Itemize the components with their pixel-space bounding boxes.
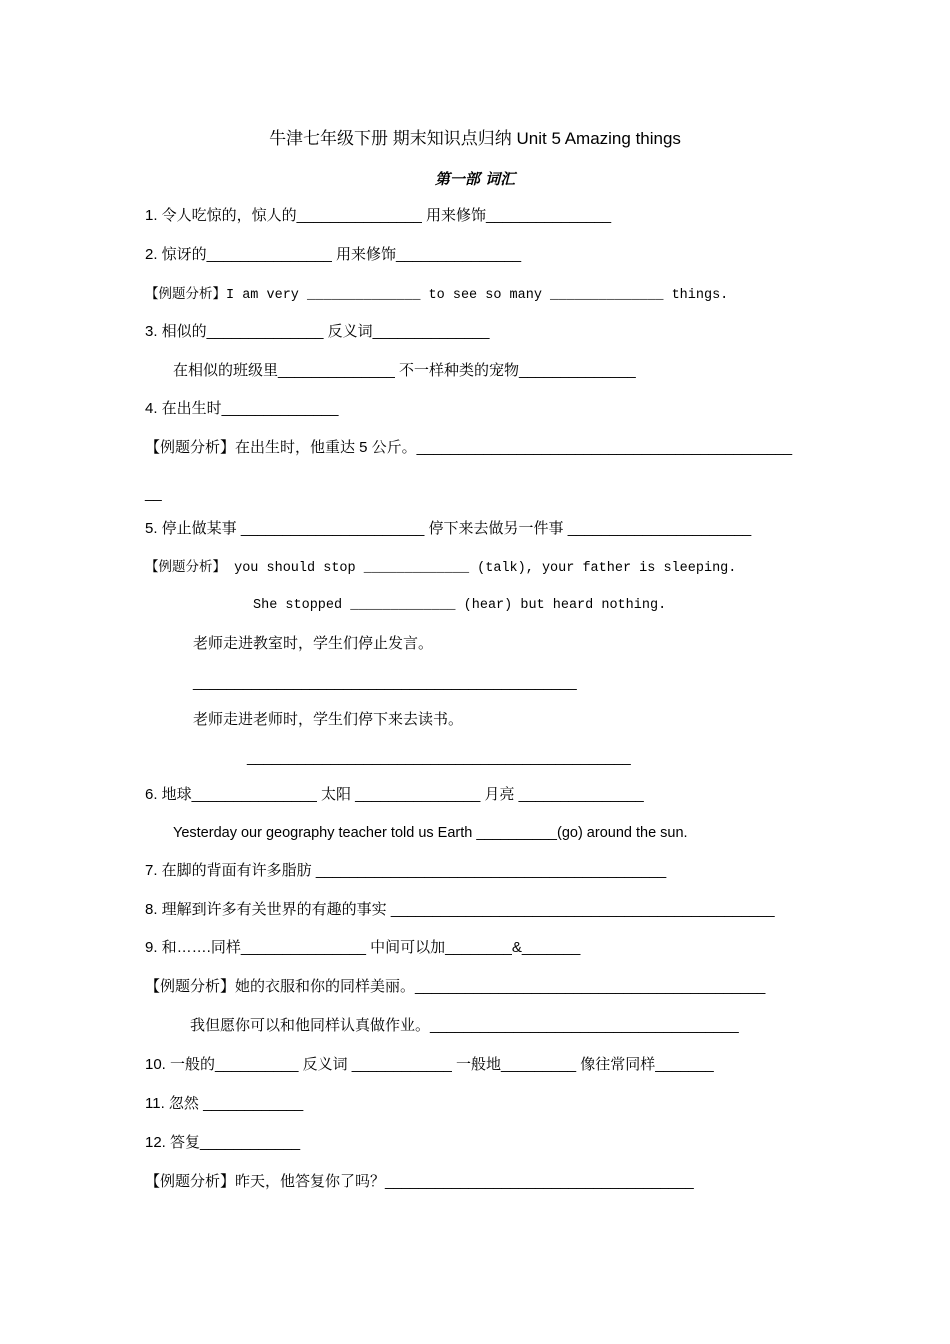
item-6-sentence: Yesterday our geography teacher told us Earth __________(go) around the sun. [173, 825, 688, 841]
item-10: 10. 一般的__________ 反义词 ____________ 一般地_________ 像往常同样_______ [145, 1056, 714, 1073]
page-title: 牛津七年级下册 期末知识点归纳 Unit 5 Amazing things [269, 129, 681, 148]
item-8: 8. 理解到许多有关世界的有趣的事实 ______________________________________________ [145, 901, 775, 918]
item-11: 11. 忽然 ____________ [145, 1095, 304, 1112]
item-6: 6. 地球_______________ 太阳 _______________ 月亮 _______________ [145, 786, 644, 803]
item-3-sub: 在相似的班级里______________ 不一样种类的宠物______________ [173, 362, 636, 379]
item-3: 3. 相似的______________ 反义词______________ [145, 323, 490, 340]
example-3: 【例题分析】 you should stop _____________ (talk), your father is sleeping. [145, 561, 737, 576]
example-3-b: She stopped _____________ (hear) but heard nothing. [253, 598, 667, 613]
item-4: 4. 在出生时______________ [145, 400, 339, 417]
example-4-b: 我但愿你可以和他同样认真做作业。_____________________________________ [190, 1017, 739, 1034]
example-3-d: 老师走进老师时，学生们停下来去读书。 [193, 711, 464, 728]
answer-line-2: ______________________________________________ [247, 749, 631, 766]
answer-line-1: ______________________________________________ [193, 674, 577, 691]
item-12: 12. 答复____________ [145, 1134, 301, 1151]
item-5: 5. 停止做某事 ______________________ 停下来去做另一件事 ______________________ [145, 520, 752, 537]
example-4: 【例题分析】她的衣服和你的同样美丽。__________________________________________ [145, 978, 766, 995]
item-2: 2. 惊讶的_______________ 用来修饰_______________ [145, 246, 522, 263]
example-2: 【例题分析】在出生时，他重达 5 公斤。_____________________________________________ [145, 439, 793, 456]
item-1: 1. 令人吃惊的，惊人的_______________ 用来修饰_______________ [145, 207, 612, 224]
example-2-wrap: __ [145, 485, 162, 502]
section-heading: 第一部 词汇 [434, 170, 516, 188]
item-9: 9. 和…….同样_______________ 中间可以加________&_______ [145, 939, 581, 956]
example-3-c: 老师走进教室时，学生们停止发言。 [193, 635, 434, 652]
item-7: 7. 在脚的背面有许多脂肪 __________________________________________ [145, 862, 667, 879]
example-5: 【例题分析】昨天，他答复你了吗？_____________________________________ [145, 1173, 694, 1190]
example-1: 【例题分析】I am very ______________ to see so many ______________ things. [145, 288, 729, 303]
